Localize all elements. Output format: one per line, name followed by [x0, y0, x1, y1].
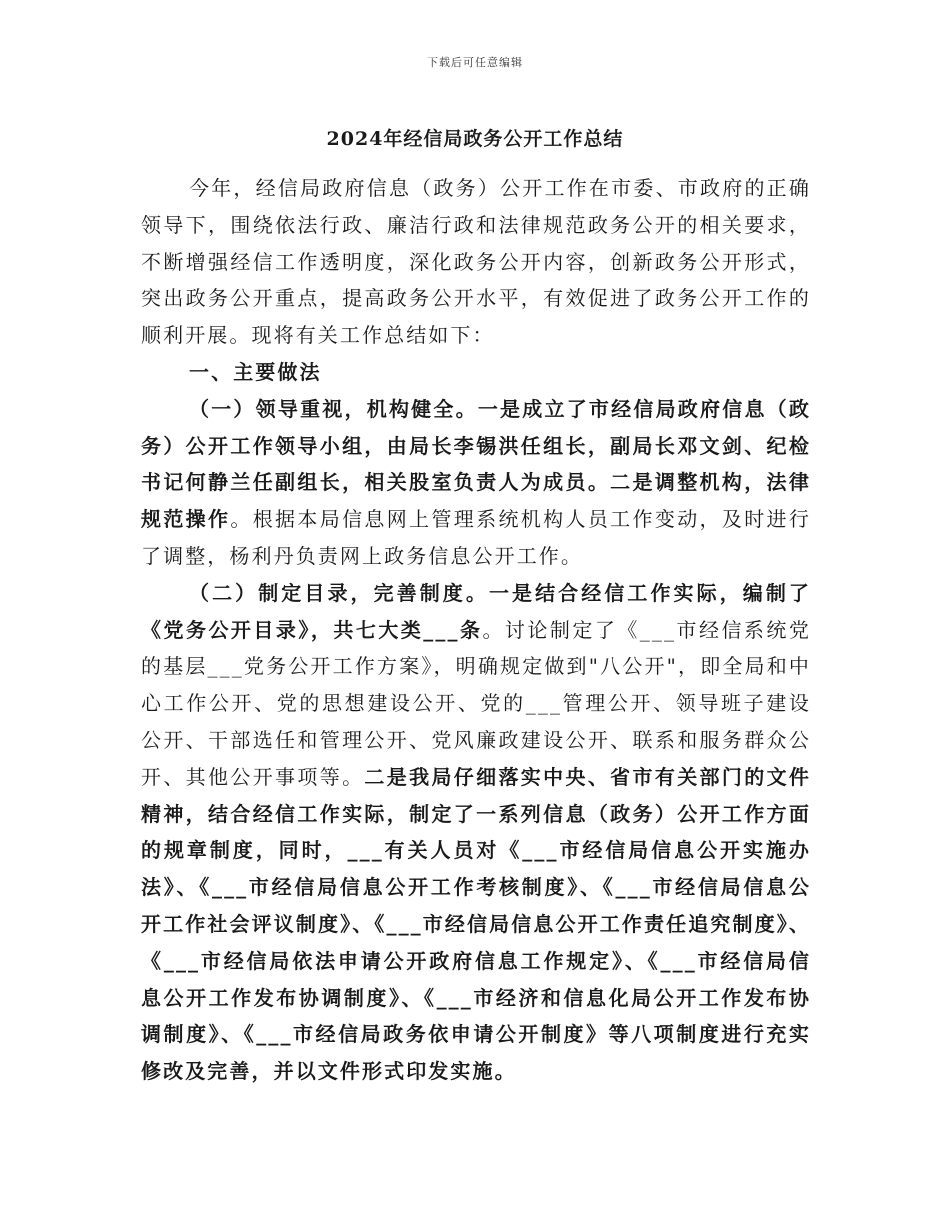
section-heading: 一、主要做法 [189, 359, 322, 384]
bold-run: 二是我局仔细落实中央、省市有关部门的文件精神，结合经信工作实际，制定了一系列信息（政务）公开工作方面的规章制度，同时，___有关人员对《___市经信局信息公开实施办法》、《___市经信局信息公开工作考核制度》、《___市经信局信息公开工作社会评议制度》、《___市经信局信息公开工作责任追究制度》、《___市经信局依法申请公开政府信息工作规定》、《___市经信局信息公开工作发布协调制度》、《___市经济和信息化局公开工作发布协调制度》、《___市经信局政务依申请公开制度》等八项制度进行充实修改及完善，并以文件形式印发实施。 [141, 764, 812, 1084]
bold-run: （二）制定目录，完善制度。一是结合经信工作实际，编制了《党务公开目录》，共七大类___条 [141, 580, 811, 642]
normal-run: 。讨论制定了《___市经信系统党的基层___党务公开工作方案》，明确规定做到"八公开"，即全局和中心工作公开、党的思想建设公开、党的___管理公开、领导班子建设公开、干部选任和管理公开、党风廉政建设公开、联系和服务群众公开、其他公开事项等。 [141, 617, 811, 789]
intro-paragraph: 今年，经信局政府信息（政务）公开工作在市委、市政府的正确领导下，围绕依法行政、廉洁行政和法律规范政务公开的相关要求，不断增强经信工作透明度，深化政务公开内容，创新政务公开形式，突出政务公开重点，提高政务公开水平，有效促进了政务公开工作的顺利开展。现将有关工作总结如下： [141, 176, 811, 348]
paragraph-catalog [141, 575, 811, 1090]
bold-run: （一）领导重视，机构健全。一是成立了市经信局政府信息（政务）公开工作领导小组，由局长李锡洪任组长，副局长邓文剑、纪检书记何静兰任副组长，相关股室负责人为成员。二是调整机构，法律规范操作 [141, 396, 811, 532]
document-body [141, 170, 811, 1090]
header-note: 下载后可任意编辑 [427, 56, 523, 69]
paragraph-leadership [141, 391, 811, 575]
document-title: 2024年经信局政务公开工作总结 [326, 128, 624, 150]
normal-run: 。根据本局信息网上管理系统机构人员工作变动，及时进行了调整，杨利丹负责网上政务信息公开工作。 [141, 507, 811, 568]
